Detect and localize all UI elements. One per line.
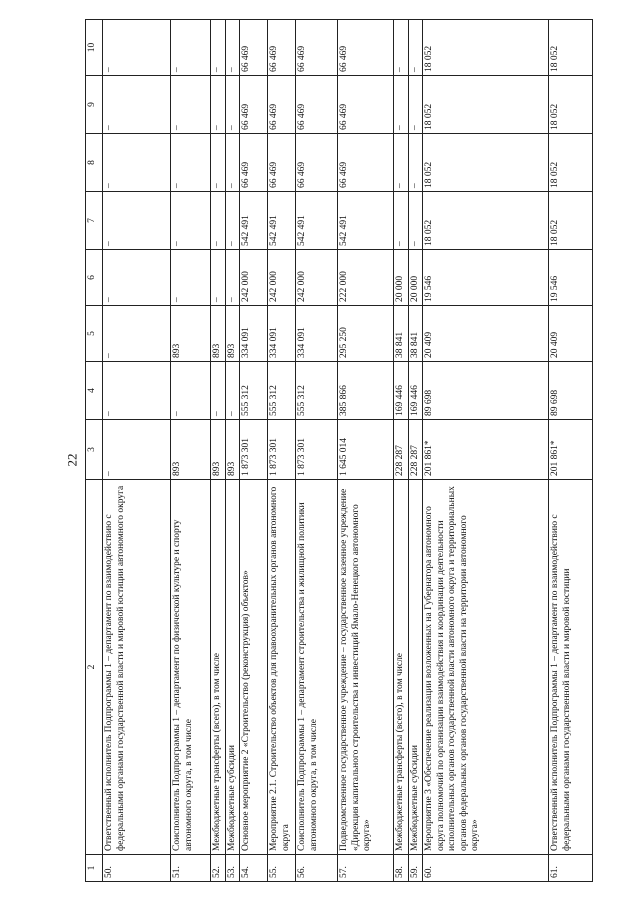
value-cell: 169 446 [408, 362, 423, 420]
value-cell: 66 469 [268, 134, 296, 192]
value-cell: – [171, 76, 211, 134]
column-header: 1 [86, 855, 103, 882]
value-cell: 18 052 [423, 134, 549, 192]
value-cell: – [394, 20, 409, 76]
value-cell: 1 873 301 [268, 420, 296, 480]
value-cell: 242 000 [296, 250, 338, 306]
value-cell: 893 [211, 420, 226, 480]
value-cell: 228 287 [408, 420, 423, 480]
value-cell: – [225, 20, 240, 76]
value-cell: 555 312 [268, 362, 296, 420]
page-number: 22 [64, 453, 80, 467]
value-cell: 19 546 [423, 250, 549, 306]
value-cell: 228 287 [394, 420, 409, 480]
value-cell: – [408, 192, 423, 250]
row-number-cell: 55. [268, 855, 296, 882]
row-number-cell: 54. [240, 855, 268, 882]
column-header: 3 [86, 420, 103, 480]
value-cell: – [103, 76, 171, 134]
row-description-cell: Межбюджетные субсидии [225, 480, 240, 855]
value-cell: – [171, 250, 211, 306]
value-cell: – [408, 76, 423, 134]
value-cell: 334 091 [240, 306, 268, 362]
value-cell: – [103, 250, 171, 306]
table-row [171, 20, 211, 882]
value-cell: 201 861* [423, 420, 549, 480]
value-cell: 18 052 [549, 134, 593, 192]
row-number-cell: 61. [549, 855, 593, 882]
value-cell: 18 052 [423, 192, 549, 250]
value-cell: – [211, 20, 226, 76]
table-row [103, 20, 171, 882]
value-cell: 542 491 [296, 192, 338, 250]
value-cell: 66 469 [296, 20, 338, 76]
value-cell: 20 000 [408, 250, 423, 306]
value-cell: 542 491 [338, 192, 394, 250]
value-cell: 18 052 [423, 20, 549, 76]
row-description-cell: Соисполнитель Подпрограммы 1 – департамент строительства и жилищной политики автономного округа, в том числе [296, 480, 338, 855]
table-row [423, 20, 549, 882]
value-cell: 222 000 [338, 250, 394, 306]
value-cell: – [225, 134, 240, 192]
value-cell: 242 000 [268, 250, 296, 306]
value-cell: 18 052 [549, 20, 593, 76]
table-row [549, 20, 593, 882]
value-cell: – [171, 134, 211, 192]
value-cell: – [103, 192, 171, 250]
value-cell: 66 469 [268, 20, 296, 76]
value-cell: 201 861* [549, 420, 593, 480]
value-cell: 1 873 301 [240, 420, 268, 480]
value-cell: 893 [171, 420, 211, 480]
value-cell: – [408, 134, 423, 192]
value-cell: 893 [171, 306, 211, 362]
column-header: 7 [86, 192, 103, 250]
value-cell: – [394, 134, 409, 192]
value-cell: – [211, 192, 226, 250]
row-number-cell: 56. [296, 855, 338, 882]
value-cell: 334 091 [268, 306, 296, 362]
rotated-table-container [85, 20, 610, 882]
row-description-cell: Подведомственное государственное учреждение – государственное казенное учреждение «Дирекция капитального строительства и инвестиций Ямало-Ненецкого автономного округа» [338, 480, 394, 855]
value-cell: 555 312 [296, 362, 338, 420]
row-description-cell: Межбюджетные субсидии [408, 480, 423, 855]
value-cell: 66 469 [268, 76, 296, 134]
value-cell: – [103, 20, 171, 76]
table-row [225, 20, 240, 882]
row-description-cell: Мероприятие 2.1. Строительство объектов для правоохранительных органов автономного округа [268, 480, 296, 855]
table-row [408, 20, 423, 882]
value-cell: 19 546 [549, 250, 593, 306]
row-description-cell: Ответственный исполнитель Подпрограммы 1 – департамент по взаимодействию с федеральными органами государственной власти и мировой юстиции [549, 480, 593, 855]
column-header: 10 [86, 20, 103, 76]
row-description-cell: Межбюджетные трансферты (всего), в том числе [211, 480, 226, 855]
value-cell: 334 091 [296, 306, 338, 362]
value-cell: 89 698 [423, 362, 549, 420]
column-header: 6 [86, 250, 103, 306]
header-row [86, 20, 103, 882]
value-cell: 542 491 [240, 192, 268, 250]
value-cell: 66 469 [240, 76, 268, 134]
value-cell: – [103, 306, 171, 362]
row-number-cell: 50. [103, 855, 171, 882]
value-cell: 1 645 014 [338, 420, 394, 480]
value-cell: 66 469 [338, 134, 394, 192]
value-cell: 18 052 [549, 192, 593, 250]
value-cell: 20 409 [423, 306, 549, 362]
row-number-cell: 57. [338, 855, 394, 882]
value-cell: 1 873 301 [296, 420, 338, 480]
value-cell: 18 052 [423, 76, 549, 134]
value-cell: 385 866 [338, 362, 394, 420]
value-cell: – [394, 76, 409, 134]
value-cell: 893 [225, 420, 240, 480]
value-cell: – [211, 362, 226, 420]
value-cell: 295 250 [338, 306, 394, 362]
row-number-cell: 60. [423, 855, 549, 882]
value-cell: – [103, 420, 171, 480]
value-cell: – [171, 362, 211, 420]
value-cell: 893 [211, 306, 226, 362]
value-cell: 169 446 [394, 362, 409, 420]
table-row [268, 20, 296, 882]
value-cell: – [211, 250, 226, 306]
value-cell: 38 841 [408, 306, 423, 362]
row-description-cell: Межбюджетные трансферты (всего), в том числе [394, 480, 409, 855]
table-body [103, 20, 593, 882]
value-cell: – [394, 192, 409, 250]
row-number-cell: 51. [171, 855, 211, 882]
column-header: 2 [86, 480, 103, 855]
value-cell: – [225, 76, 240, 134]
row-number-cell: 58. [394, 855, 409, 882]
value-cell: – [408, 20, 423, 76]
value-cell: 66 469 [296, 134, 338, 192]
value-cell: – [211, 76, 226, 134]
value-cell: – [103, 362, 171, 420]
budget-table [85, 19, 593, 882]
value-cell: 66 469 [240, 20, 268, 76]
value-cell: 542 491 [268, 192, 296, 250]
table-row [240, 20, 268, 882]
column-header: 8 [86, 134, 103, 192]
column-header: 4 [86, 362, 103, 420]
value-cell: – [225, 362, 240, 420]
value-cell: 66 469 [338, 20, 394, 76]
row-description-cell: Мероприятие 3 «Обеспечение реализации возложенных на Губернатора автономного округа полномочий по организации взаимодействия и координации деятельности исполнительных органов государственной власти автономного округа и территориальных органов федеральных органов государственной власти на территории автономного округа» [423, 480, 549, 855]
value-cell: – [225, 250, 240, 306]
row-description-cell: Соисполнитель Подпрограммы 1 – департамент по физической культуре и спорту автономного округа, в том числе [171, 480, 211, 855]
value-cell: – [211, 134, 226, 192]
value-cell: 38 841 [394, 306, 409, 362]
row-description-cell: Основное мероприятие 2 «Строительство (реконструкция) объектов» [240, 480, 268, 855]
value-cell: 66 469 [240, 134, 268, 192]
column-header: 9 [86, 76, 103, 134]
row-number-cell: 59. [408, 855, 423, 882]
row-number-cell: 53. [225, 855, 240, 882]
value-cell: 66 469 [296, 76, 338, 134]
value-cell: 242 000 [240, 250, 268, 306]
value-cell: 20 409 [549, 306, 593, 362]
table-row [296, 20, 338, 882]
table-row [394, 20, 409, 882]
row-description-cell: Ответственный исполнитель Подпрограммы 1 – департамент по взаимодействию с федеральными органами государственной власти и мировой юстиции автономного округа [103, 480, 171, 855]
value-cell: – [103, 134, 171, 192]
row-number-cell: 52. [211, 855, 226, 882]
column-header: 5 [86, 306, 103, 362]
value-cell: – [171, 20, 211, 76]
table-row [338, 20, 394, 882]
value-cell: – [225, 192, 240, 250]
value-cell: 893 [225, 306, 240, 362]
value-cell: 18 052 [549, 76, 593, 134]
value-cell: 20 000 [394, 250, 409, 306]
value-cell: – [171, 192, 211, 250]
table-row [211, 20, 226, 882]
value-cell: 555 312 [240, 362, 268, 420]
value-cell: 89 698 [549, 362, 593, 420]
value-cell: 66 469 [338, 76, 394, 134]
